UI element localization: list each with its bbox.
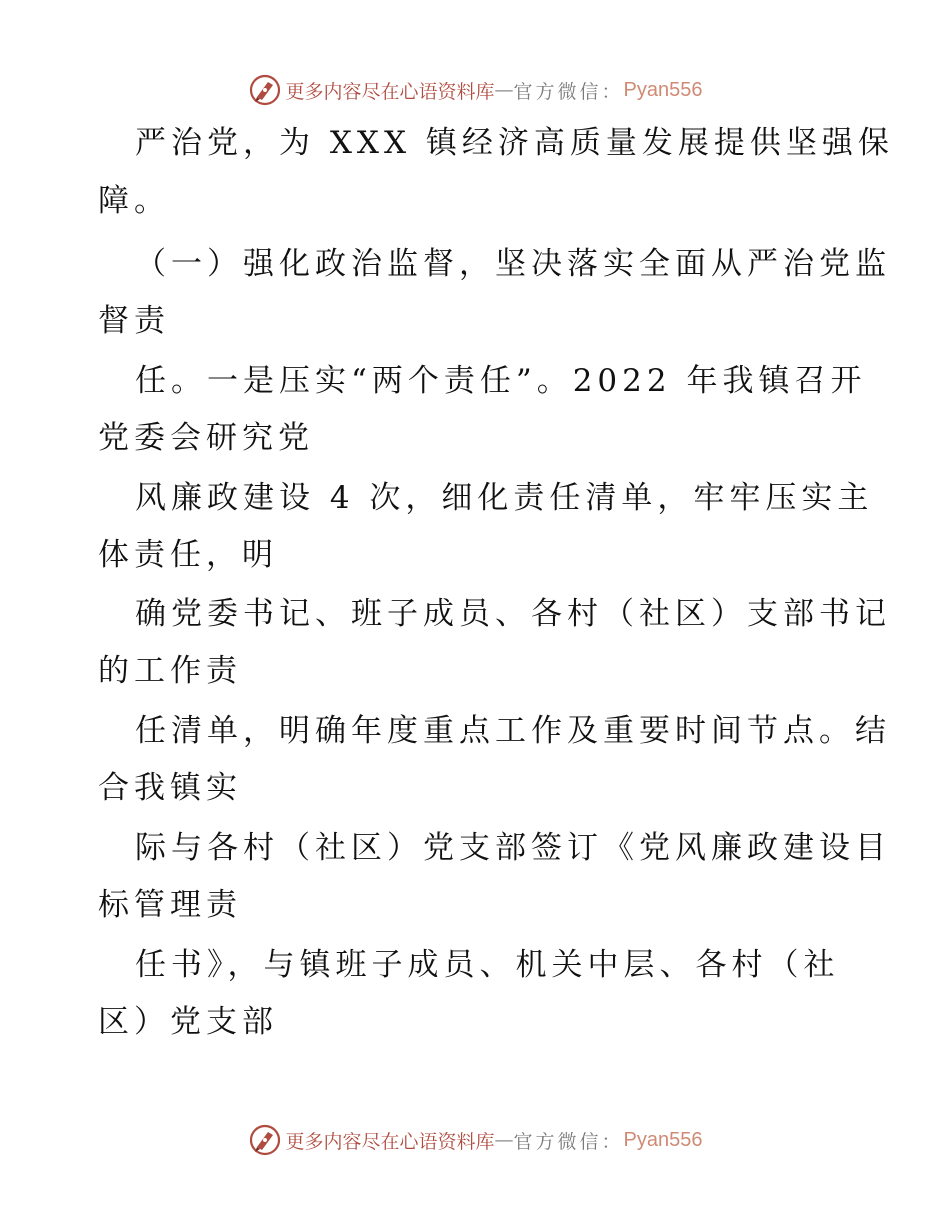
watermark-sub-text: 官方微信：	[513, 1130, 624, 1153]
text-line: 督责	[98, 303, 170, 339]
text-line: 任清单，明确年度重点工作及重要时间节点。结	[135, 713, 891, 749]
text-line: 严治党，为 XXX 镇经济高质量发展提供坚强保	[135, 125, 894, 161]
pen-nib-logo-icon	[248, 73, 282, 107]
text-line: 标管理责	[98, 887, 242, 923]
text-line: 任。一是压实“两个责任”。2022 年我镇召开	[135, 363, 867, 399]
text-line: 障。	[98, 183, 170, 219]
text-line: 合我镇实	[98, 770, 242, 806]
text-line: 的工作责	[98, 653, 242, 689]
footer-watermark	[0, 1120, 950, 1160]
section-heading: （一）强化政治监督，坚决落实全面从严治党监	[135, 246, 891, 282]
text-line: 任书》，与镇班子成员、机关中层、各村（社	[135, 947, 840, 983]
text-line: 体责任，明	[98, 537, 278, 573]
watermark-sub-text: 官方微信：	[513, 80, 624, 103]
text-line: 风廉政建设 4 次，细化责任清单，牢牢压实主	[135, 480, 874, 516]
text-line: 确党委书记、班子成员、各村（社区）支部书记	[135, 596, 891, 632]
watermark-main-text: 更多内容尽在心语资料库	[285, 1130, 495, 1153]
header-watermark	[0, 70, 950, 110]
text-line: 党委会研究党	[98, 420, 314, 456]
watermark-dash: —	[494, 1129, 514, 1151]
pen-nib-logo-icon	[248, 1123, 282, 1157]
watermark-wechat-id: Pyan556	[623, 78, 703, 101]
text-line: 区）党支部	[98, 1004, 278, 1040]
watermark-main-text: 更多内容尽在心语资料库	[285, 80, 495, 103]
text-line: 际与各村（社区）党支部签订《党风廉政建设目	[135, 830, 891, 866]
watermark-wechat-id: Pyan556	[623, 1128, 703, 1151]
watermark-dash: —	[494, 79, 514, 101]
